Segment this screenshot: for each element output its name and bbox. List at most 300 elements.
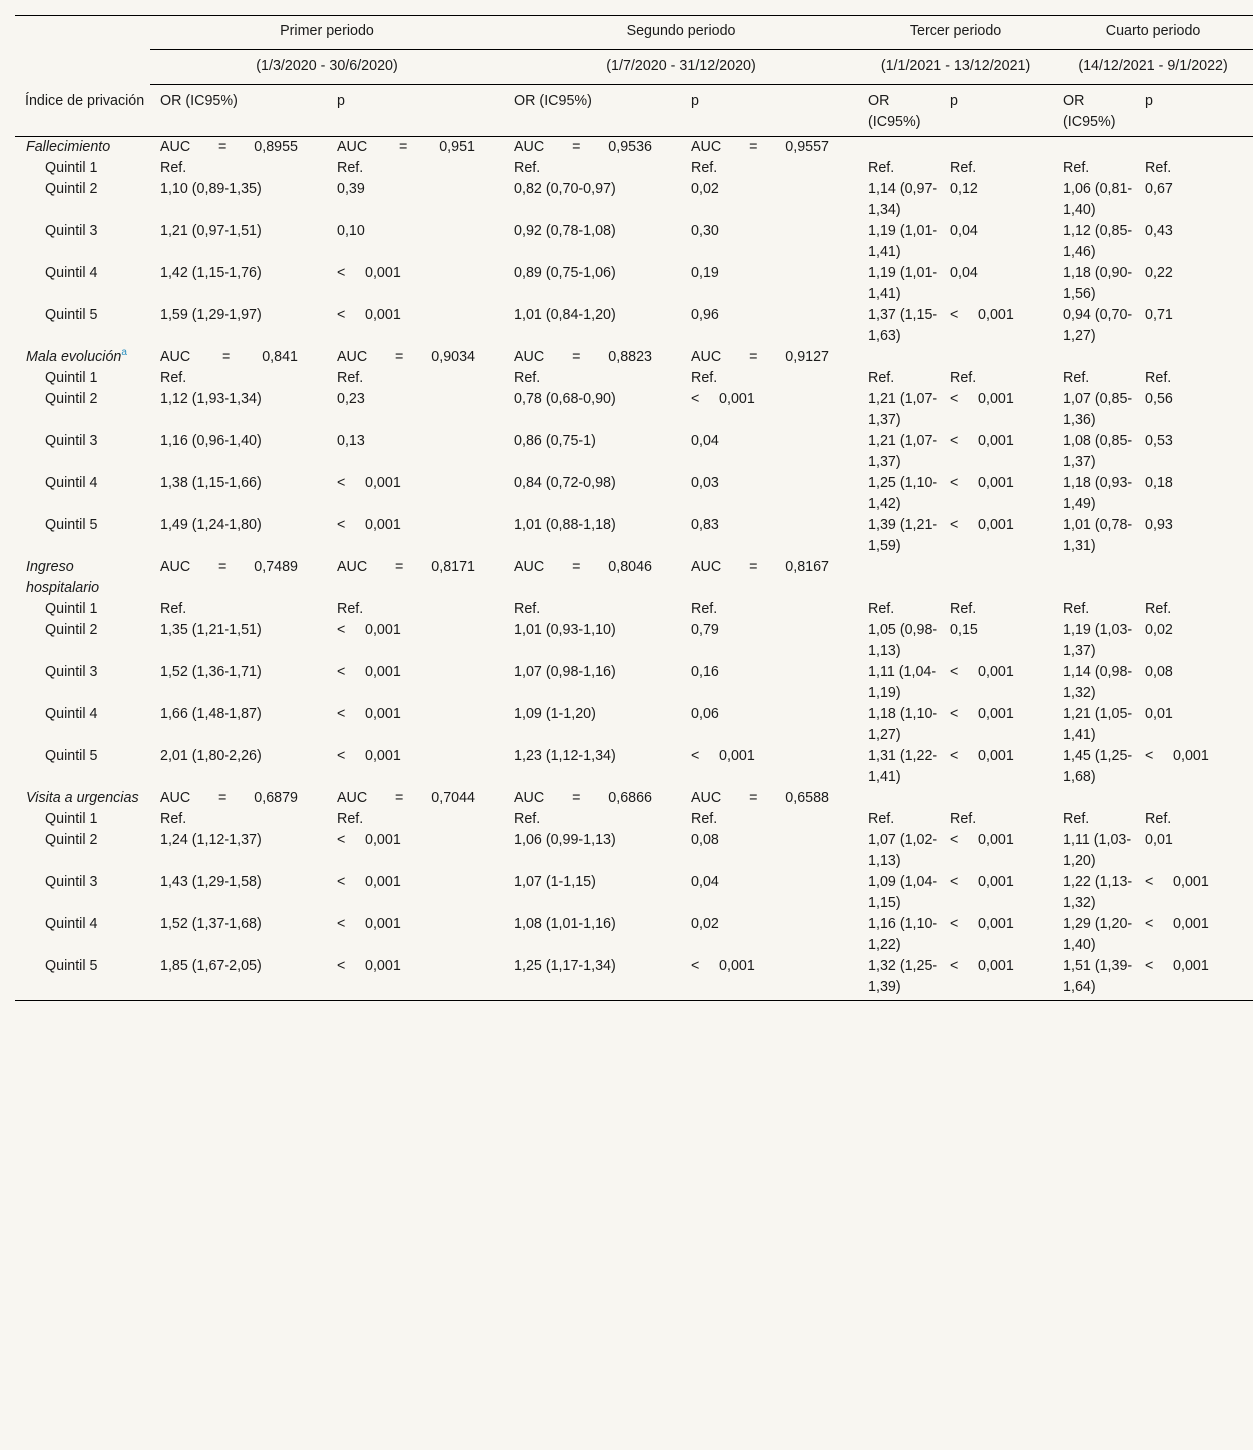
- p-cell: 0,71: [1145, 307, 1173, 323]
- auc-cell: [150, 347, 327, 368]
- or-cell: 1,21 (1,07-1,37): [868, 391, 938, 428]
- auc-value: 0,9536: [608, 139, 653, 155]
- or-cell: Ref.: [1063, 811, 1090, 827]
- auc-value: 0,8955: [254, 139, 298, 155]
- quintile-label: Quintil 1: [45, 811, 98, 827]
- or-cell: 1,09 (1,04-1,15): [868, 874, 938, 911]
- auc-value: 0,6866: [608, 790, 653, 806]
- p-cell: [940, 704, 1053, 746]
- p-cell: [940, 389, 1053, 431]
- period-2-dates: (1/7/2020 - 31/12/2020): [504, 50, 858, 85]
- or-cell: 1,08 (0,85-1,37): [1063, 433, 1133, 470]
- or-cell: 1,11 (1,04-1,19): [868, 664, 937, 701]
- or-cell: Ref.: [160, 811, 187, 827]
- or-cell: Ref.: [868, 811, 895, 827]
- auc-equals: =: [749, 349, 758, 365]
- auc-equals: =: [572, 790, 581, 806]
- auc-equals: =: [572, 559, 581, 575]
- less-than-sign: <: [950, 958, 959, 974]
- auc-cell: [681, 557, 858, 599]
- auc-cell: [327, 788, 504, 809]
- period-1-name: Primer periodo: [150, 16, 504, 50]
- results-table: [15, 15, 1253, 1001]
- p-value-number: 0,001: [978, 517, 1014, 533]
- auc-cell: [681, 137, 858, 159]
- outcome-row: [15, 557, 1253, 599]
- or-cell: 1,29 (1,20-1,40): [1063, 916, 1133, 953]
- auc-equals: =: [749, 139, 758, 155]
- p-cell: 0,56: [1145, 391, 1173, 407]
- less-than-sign: <: [691, 958, 700, 974]
- p-value-number: 0,001: [365, 832, 401, 848]
- auc-cell: [150, 137, 327, 159]
- p-cell: 0,93: [1145, 517, 1173, 533]
- auc-cell: [504, 137, 681, 159]
- p-value-number: 0,001: [365, 664, 401, 680]
- auc-value: 0,841: [262, 349, 298, 365]
- less-than-sign: <: [337, 664, 346, 680]
- or-cell: 1,19 (1,01-1,41): [868, 223, 938, 260]
- less-than-sign: <: [337, 622, 346, 638]
- p-cell: Ref.: [337, 370, 364, 386]
- p-value-number: 0,001: [365, 706, 401, 722]
- outcome-title-text: Fallecimiento: [26, 139, 111, 155]
- p-value-number: 0,001: [978, 748, 1014, 764]
- p-value-number: 0,001: [365, 748, 401, 764]
- p-value-number: 0,001: [365, 265, 401, 281]
- quintile-label: Quintil 1: [45, 370, 98, 386]
- p-cell: 0,16: [691, 664, 719, 680]
- p-cell: [327, 263, 504, 305]
- quintile-row: [15, 305, 1253, 347]
- p-cell: [940, 830, 1053, 872]
- quintile-label: Quintil 5: [45, 748, 98, 764]
- less-than-sign: <: [1145, 748, 1154, 764]
- auc-value: 0,6588: [785, 790, 830, 806]
- p-cell: 0,04: [691, 874, 719, 890]
- quintile-row: [15, 515, 1253, 557]
- less-than-sign: <: [337, 916, 346, 932]
- period-1-dates: (1/3/2020 - 30/6/2020): [150, 50, 504, 85]
- quintile-label: Quintil 1: [45, 160, 98, 176]
- or-cell: 1,16 (0,96-1,40): [160, 433, 262, 449]
- quintile-label: Quintil 5: [45, 517, 98, 533]
- outcome-title: [15, 347, 150, 368]
- p-cell: [940, 956, 1053, 1001]
- auc-value: 0,9127: [785, 349, 830, 365]
- auc-label: AUC: [160, 790, 191, 806]
- or-cell: 1,07 (0,98-1,16): [514, 664, 616, 680]
- less-than-sign: <: [337, 832, 346, 848]
- p-cell: 0,06: [691, 706, 719, 722]
- period-name-row: [15, 16, 1253, 50]
- or-cell: 0,92 (0,78-1,08): [514, 223, 616, 239]
- or-cell: 1,49 (1,24-1,80): [160, 517, 262, 533]
- quintile-label: Quintil 2: [45, 181, 98, 197]
- p-cell: [1135, 914, 1253, 956]
- or-cell: 0,82 (0,70-0,97): [514, 181, 616, 197]
- auc-equals: =: [222, 349, 231, 365]
- p-cell: [940, 872, 1053, 914]
- auc-label: AUC: [337, 139, 368, 155]
- p-cell: 0,01: [1145, 832, 1173, 848]
- auc-label: AUC: [337, 559, 368, 575]
- or-cell: 1,01 (0,88-1,18): [514, 517, 616, 533]
- outcome-title: [15, 137, 150, 159]
- quintile-label: Quintil 4: [45, 706, 98, 722]
- or-cell: 1,21 (1,05-1,41): [1063, 706, 1133, 743]
- auc-value: 0,9557: [785, 139, 830, 155]
- or-cell: 1,06 (0,99-1,13): [514, 832, 616, 848]
- less-than-sign: <: [337, 517, 346, 533]
- quintile-label: Quintil 5: [45, 307, 98, 323]
- p-cell: Ref.: [950, 601, 977, 617]
- or-cell: 0,89 (0,75-1,06): [514, 265, 616, 281]
- auc-equals: =: [572, 349, 581, 365]
- quintile-row: [15, 263, 1253, 305]
- p-cell: 0,96: [691, 307, 719, 323]
- or-cell: 1,14 (0,97-1,34): [868, 181, 938, 218]
- less-than-sign: <: [950, 706, 959, 722]
- auc-equals: =: [395, 790, 404, 806]
- p-cell: Ref.: [950, 811, 977, 827]
- p-value-number: 0,001: [978, 475, 1014, 491]
- outcome-title-text: Mala evolución: [26, 349, 122, 365]
- p-cell: 0,43: [1145, 223, 1173, 239]
- quintile-row: [15, 599, 1253, 620]
- or-cell: 1,12 (0,85-1,46): [1063, 223, 1133, 260]
- or-cell: 1,38 (1,15-1,66): [160, 475, 262, 491]
- p-value-number: 0,001: [365, 874, 401, 890]
- outcome-title: [15, 557, 150, 599]
- or-cell: 1,23 (1,12-1,34): [514, 748, 616, 764]
- or-cell: 0,94 (0,70-1,27): [1063, 307, 1133, 344]
- less-than-sign: <: [950, 916, 959, 932]
- or-header-4: OR (IC95%): [1063, 93, 1116, 130]
- p-cell: [940, 431, 1053, 473]
- p-cell: [327, 704, 504, 746]
- p-value-number: 0,001: [365, 916, 401, 932]
- or-cell: 1,25 (1,10-1,42): [868, 475, 938, 512]
- auc-value: 0,6879: [254, 790, 298, 806]
- or-cell: Ref.: [868, 601, 895, 617]
- quintile-row: [15, 389, 1253, 431]
- auc-label: AUC: [514, 349, 545, 365]
- p-value-number: 0,001: [365, 622, 401, 638]
- auc-label: AUC: [337, 349, 368, 365]
- auc-label: AUC: [337, 790, 368, 806]
- period-4-dates: (14/12/2021 - 9/1/2022): [1053, 50, 1253, 85]
- quintile-row: [15, 809, 1253, 830]
- or-header-1: OR (IC95%): [160, 93, 238, 109]
- auc-cell: [504, 557, 681, 599]
- p-cell: [327, 746, 504, 788]
- or-cell: 1,01 (0,93-1,10): [514, 622, 616, 638]
- auc-label: AUC: [514, 790, 545, 806]
- or-cell: Ref.: [514, 160, 541, 176]
- outcome-title-text: Visita a urgencias: [26, 790, 139, 806]
- p-cell: Ref.: [337, 160, 364, 176]
- quintile-row: [15, 221, 1253, 263]
- less-than-sign: <: [950, 391, 959, 407]
- p-cell: 0,19: [691, 265, 719, 281]
- p-value-number: 0,001: [365, 475, 401, 491]
- less-than-sign: <: [1145, 916, 1154, 932]
- or-cell: 1,59 (1,29-1,97): [160, 307, 262, 323]
- or-cell: 1,10 (0,89-1,35): [160, 181, 262, 197]
- or-cell: 1,01 (0,78-1,31): [1063, 517, 1133, 554]
- p-cell: [327, 914, 504, 956]
- quintile-label: Quintil 5: [15, 956, 150, 1001]
- p-value-number: 0,001: [1173, 958, 1209, 974]
- p-cell: Ref.: [1145, 601, 1172, 617]
- p-cell: 0,01: [1145, 706, 1173, 722]
- period-3-dates: (1/1/2021 - 13/12/2021): [858, 50, 1053, 85]
- auc-value: 0,8823: [608, 349, 653, 365]
- or-cell: 0,84 (0,72-0,98): [514, 475, 616, 491]
- p-cell: 0,79: [691, 622, 719, 638]
- less-than-sign: <: [337, 475, 346, 491]
- less-than-sign: <: [950, 475, 959, 491]
- p-cell: Ref.: [337, 601, 364, 617]
- or-cell: Ref.: [868, 160, 895, 176]
- outcome-row: [15, 788, 1253, 809]
- or-header-2: OR (IC95%): [514, 93, 592, 109]
- p-cell: 0,83: [691, 517, 719, 533]
- auc-equals: =: [395, 559, 404, 575]
- auc-cell: [327, 347, 504, 368]
- auc-equals: =: [572, 139, 581, 155]
- p-cell: 0,18: [1145, 475, 1173, 491]
- or-cell: Ref.: [160, 160, 187, 176]
- or-cell: 1,25 (1,17-1,34): [504, 956, 681, 1001]
- or-cell: Ref.: [868, 370, 895, 386]
- or-cell: 1,52 (1,36-1,71): [160, 664, 262, 680]
- p-cell: [940, 914, 1053, 956]
- auc-cell: [150, 788, 327, 809]
- p-cell: 0,53: [1145, 433, 1173, 449]
- p-value-number: 0,001: [719, 748, 755, 764]
- or-cell: 1,06 (0,81-1,40): [1063, 181, 1133, 218]
- p-cell: Ref.: [1145, 811, 1172, 827]
- quintile-label: Quintil 3: [45, 874, 98, 890]
- outcome-row: [15, 137, 1253, 159]
- less-than-sign: <: [691, 748, 700, 764]
- p-value-number: 0,001: [719, 391, 755, 407]
- p-cell: Ref.: [691, 811, 718, 827]
- p-cell: 0,30: [691, 223, 719, 239]
- auc-value: 0,7044: [431, 790, 475, 806]
- auc-value: 0,8171: [431, 559, 475, 575]
- p-value-number: 0,001: [978, 874, 1014, 890]
- p-cell: [327, 872, 504, 914]
- p-cell: Ref.: [950, 160, 977, 176]
- or-cell: 1,24 (1,12-1,37): [160, 832, 262, 848]
- p-cell: [940, 746, 1053, 788]
- p-value-number: 0,001: [978, 832, 1014, 848]
- p-cell: [940, 473, 1053, 515]
- p-cell: 0,13: [337, 433, 365, 449]
- or-cell: 1,14 (0,98-1,32): [1063, 664, 1133, 701]
- auc-label: AUC: [160, 559, 191, 575]
- quintile-row: [15, 746, 1253, 788]
- less-than-sign: <: [950, 748, 959, 764]
- or-cell: 1,51 (1,39-1,64): [1053, 956, 1135, 1001]
- or-cell: Ref.: [514, 601, 541, 617]
- auc-label: AUC: [160, 139, 191, 155]
- or-cell: Ref.: [160, 370, 187, 386]
- auc-cell: [504, 788, 681, 809]
- p-value-number: 0,001: [978, 391, 1014, 407]
- period-dates-row: [15, 50, 1253, 85]
- p-cell: [681, 746, 858, 788]
- p-value-number: 0,001: [365, 958, 401, 974]
- or-cell: 1,11 (1,03-1,20): [1063, 832, 1132, 869]
- p-cell: [327, 956, 504, 1001]
- index-header: Índice de privación: [25, 92, 145, 109]
- p-cell: Ref.: [337, 811, 364, 827]
- or-cell: 1,21 (0,97-1,51): [160, 223, 262, 239]
- p-cell: [327, 473, 504, 515]
- auc-label: AUC: [691, 790, 722, 806]
- quintile-label: Quintil 3: [45, 223, 98, 239]
- or-cell: 1,01 (0,84-1,20): [514, 307, 616, 323]
- less-than-sign: <: [337, 958, 346, 974]
- less-than-sign: <: [337, 748, 346, 764]
- quintile-row: [15, 830, 1253, 872]
- or-cell: 1,21 (1,07-1,37): [868, 433, 938, 470]
- auc-equals: =: [395, 349, 404, 365]
- p-value-number: 0,001: [1173, 916, 1209, 932]
- quintile-row: [15, 158, 1253, 179]
- p-cell: [1135, 872, 1253, 914]
- or-cell: 1,18 (0,90-1,56): [1063, 265, 1133, 302]
- auc-label: AUC: [514, 139, 545, 155]
- or-cell: 1,52 (1,37-1,68): [160, 916, 262, 932]
- quintile-row: [15, 704, 1253, 746]
- p-cell: [940, 662, 1053, 704]
- or-cell: 1,18 (0,93-1,49): [1063, 475, 1133, 512]
- or-header-3: OR (IC95%): [868, 93, 921, 130]
- or-cell: 1,85 (1,67-2,05): [150, 956, 327, 1001]
- auc-value: 0,9034: [431, 349, 475, 365]
- p-cell: Ref.: [691, 601, 718, 617]
- quintile-label: Quintil 3: [45, 433, 98, 449]
- or-cell: 0,86 (0,75-1): [514, 433, 596, 449]
- less-than-sign: <: [950, 433, 959, 449]
- p-cell: [327, 515, 504, 557]
- auc-label: AUC: [691, 139, 722, 155]
- less-than-sign: <: [691, 391, 700, 407]
- outcome-title: [15, 788, 150, 809]
- p-cell: 0,23: [337, 391, 365, 407]
- auc-cell: [681, 347, 858, 368]
- or-cell: Ref.: [160, 601, 187, 617]
- quintile-label: Quintil 4: [45, 475, 98, 491]
- auc-label: AUC: [514, 559, 545, 575]
- p-cell: 0,15: [950, 622, 978, 638]
- or-cell: 1,39 (1,21-1,59): [868, 517, 938, 554]
- less-than-sign: <: [950, 832, 959, 848]
- p-cell: [327, 305, 504, 347]
- or-cell: 1,07 (1-1,15): [514, 874, 596, 890]
- p-cell: [327, 662, 504, 704]
- p-value-number: 0,001: [978, 916, 1014, 932]
- auc-equals: =: [218, 139, 227, 155]
- or-cell: Ref.: [1063, 601, 1090, 617]
- or-cell: Ref.: [1063, 370, 1090, 386]
- p-cell: 0,08: [1145, 664, 1173, 680]
- p-cell: Ref.: [950, 370, 977, 386]
- auc-label: AUC: [691, 349, 722, 365]
- p-header-3: p: [950, 93, 958, 109]
- less-than-sign: <: [950, 517, 959, 533]
- less-than-sign: <: [337, 265, 346, 281]
- p-value-number: 0,001: [719, 958, 755, 974]
- auc-value: 0,8167: [785, 559, 830, 575]
- or-cell: 1,66 (1,48-1,87): [160, 706, 262, 722]
- footnote-marker[interactable]: a: [121, 347, 127, 359]
- auc-equals: =: [218, 559, 227, 575]
- or-cell: 0,78 (0,68-0,90): [514, 391, 616, 407]
- auc-cell: [681, 788, 858, 809]
- p-cell: 0,12: [950, 181, 978, 197]
- or-cell: Ref.: [514, 370, 541, 386]
- p-cell: 0,10: [337, 223, 365, 239]
- p-cell: [940, 305, 1053, 347]
- p-cell: [681, 389, 858, 431]
- less-than-sign: <: [337, 874, 346, 890]
- p-cell: 0,02: [691, 916, 719, 932]
- outcome-row: [15, 347, 1253, 368]
- p-cell: [681, 956, 858, 1001]
- quintile-label: Quintil 4: [45, 265, 98, 281]
- or-cell: 1,07 (0,85-1,36): [1063, 391, 1133, 428]
- quintile-label: Quintil 1: [45, 601, 98, 617]
- auc-cell: [327, 557, 504, 599]
- column-header-row: [15, 85, 1253, 137]
- auc-cell: [327, 137, 504, 159]
- p-value-number: 0,001: [978, 307, 1014, 323]
- p-value-number: 0,001: [978, 958, 1014, 974]
- less-than-sign: <: [337, 706, 346, 722]
- quintile-label: Quintil 3: [45, 664, 98, 680]
- p-value-number: 0,001: [1173, 748, 1209, 764]
- p-cell: 0,02: [691, 181, 719, 197]
- less-than-sign: <: [337, 307, 346, 323]
- auc-value: 0,7489: [254, 559, 298, 575]
- or-cell: 2,01 (1,80-2,26): [160, 748, 262, 764]
- quintile-row: [15, 956, 1253, 1001]
- p-cell: 0,04: [950, 223, 978, 239]
- or-cell: 1,22 (1,13-1,32): [1063, 874, 1133, 911]
- or-cell: 1,45 (1,25-1,68): [1063, 748, 1133, 785]
- p-cell: Ref.: [1145, 160, 1172, 176]
- quintile-row: [15, 179, 1253, 221]
- or-cell: Ref.: [514, 811, 541, 827]
- period-2-name: Segundo periodo: [504, 16, 858, 50]
- p-cell: Ref.: [1145, 370, 1172, 386]
- auc-value: 0,8046: [608, 559, 653, 575]
- p-cell: [327, 830, 504, 872]
- p-cell: 0,03: [691, 475, 719, 491]
- or-cell: 1,35 (1,21-1,51): [160, 622, 262, 638]
- p-cell: 0,08: [691, 832, 719, 848]
- p-value-number: 0,001: [978, 664, 1014, 680]
- quintile-label: Quintil 4: [45, 916, 98, 932]
- p-header-1: p: [337, 93, 345, 109]
- quintile-row: [15, 620, 1253, 662]
